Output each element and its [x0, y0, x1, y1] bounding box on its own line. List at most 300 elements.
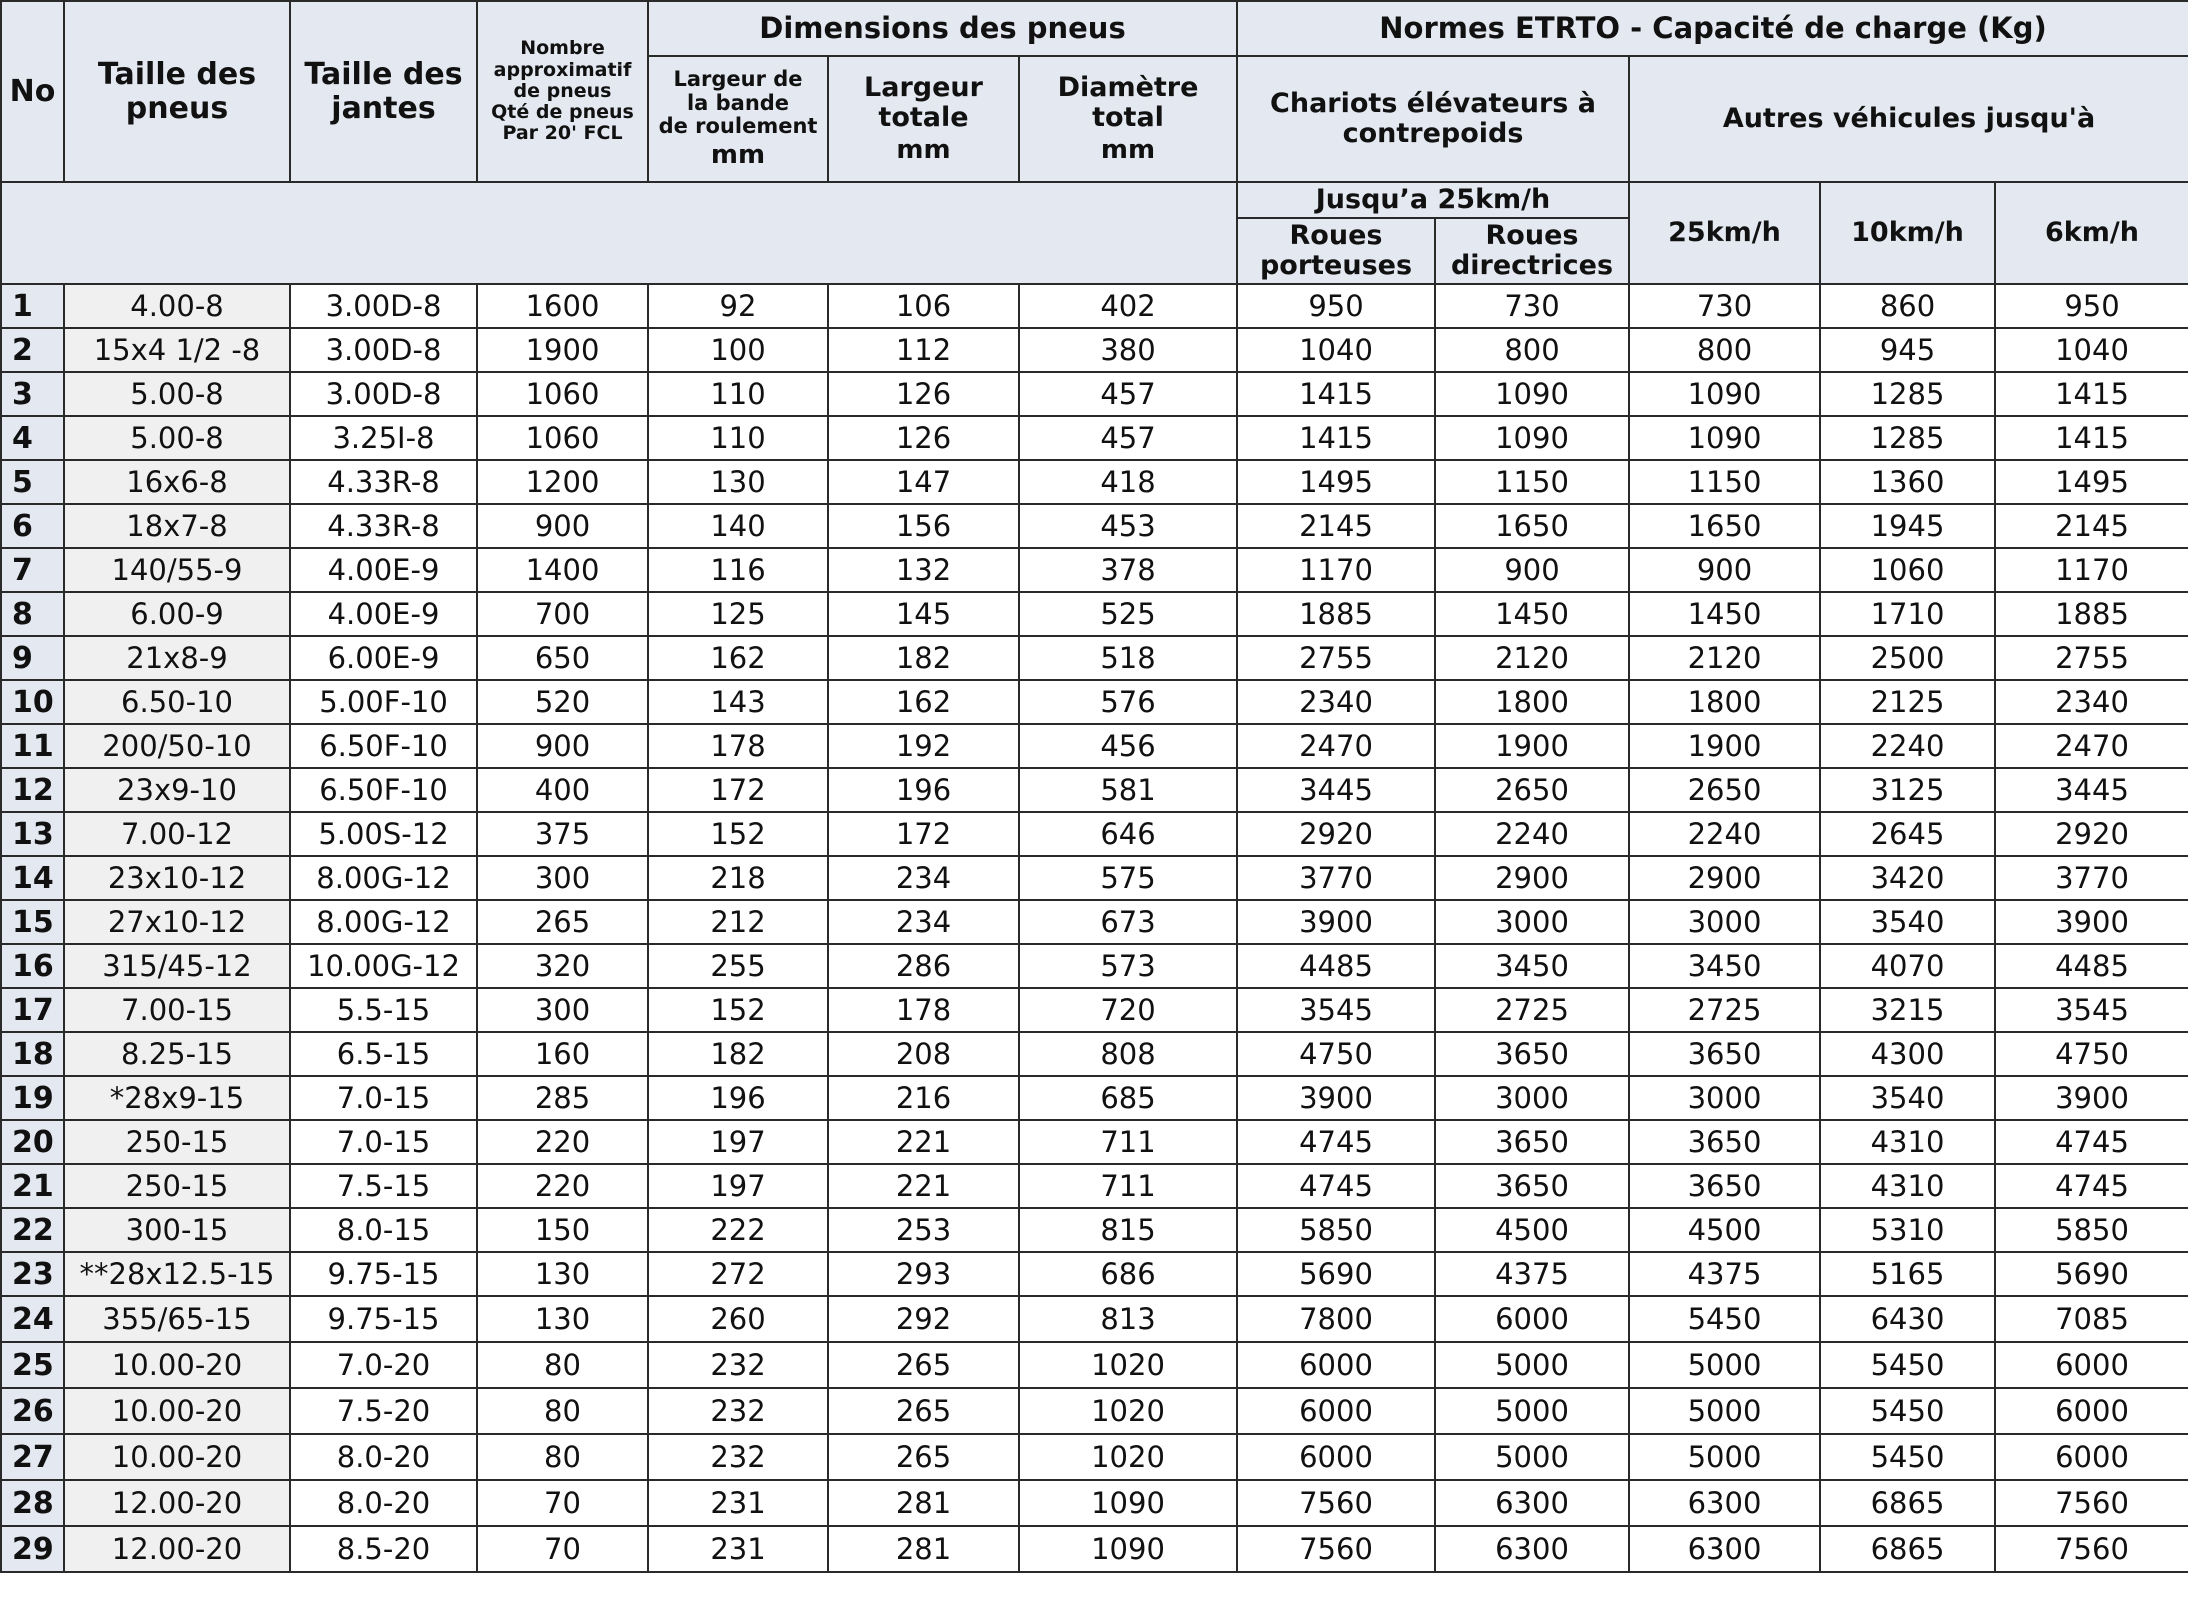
capacity-6kmh-cell: 7085	[1995, 1296, 2188, 1342]
load-wheels-capacity-cell: 1415	[1237, 372, 1435, 416]
table-row	[1, 548, 2188, 592]
load-wheels-capacity-cell: 4745	[1237, 1164, 1435, 1208]
tread-width-cell: 152	[648, 988, 828, 1032]
table-row	[1, 372, 2188, 416]
capacity-6kmh-cell: 950	[1995, 284, 2188, 328]
overall-width-cell: 178	[828, 988, 1019, 1032]
capacity-6kmh-cell: 4750	[1995, 1032, 2188, 1076]
row-number: 26	[1, 1388, 64, 1434]
tire-size-cell: 200/50-10	[64, 724, 290, 768]
capacity-6kmh-cell: 2145	[1995, 504, 2188, 548]
tread-width-cell: 231	[648, 1480, 828, 1526]
capacity-10kmh-cell: 6865	[1820, 1526, 1995, 1572]
row-number: 27	[1, 1434, 64, 1480]
steer-wheels-capacity-cell: 2725	[1435, 988, 1629, 1032]
qty-per-fcl-cell: 300	[477, 856, 648, 900]
qty-per-fcl-cell: 80	[477, 1342, 648, 1388]
rim-size-cell: 8.00G-12	[290, 856, 477, 900]
capacity-10kmh-cell: 2125	[1820, 680, 1995, 724]
load-wheels-capacity-cell: 950	[1237, 284, 1435, 328]
overall-width-cell: 265	[828, 1434, 1019, 1480]
capacity-10kmh-cell: 5165	[1820, 1252, 1995, 1296]
tire-size-cell: 10.00-20	[64, 1342, 290, 1388]
overall-diameter-cell: 378	[1019, 548, 1237, 592]
rim-size-cell: 7.5-20	[290, 1388, 477, 1434]
tread-width-cell: 100	[648, 328, 828, 372]
overall-diameter-cell: 453	[1019, 504, 1237, 548]
tire-size-cell: 12.00-20	[64, 1526, 290, 1572]
overall-width-cell: 221	[828, 1120, 1019, 1164]
row-number: 13	[1, 812, 64, 856]
tread-width-cell: 232	[648, 1342, 828, 1388]
header-up-to-25: Jusqu’a 25km/h	[1237, 182, 1629, 218]
steer-wheels-capacity-cell: 5000	[1435, 1342, 1629, 1388]
qty-per-fcl-cell: 80	[477, 1434, 648, 1480]
steer-wheels-capacity-cell: 1450	[1435, 592, 1629, 636]
header-tire-size: Taille des pneus	[64, 1, 290, 182]
capacity-10kmh-cell: 3215	[1820, 988, 1995, 1032]
overall-diameter-cell: 646	[1019, 812, 1237, 856]
steer-wheels-capacity-cell: 2240	[1435, 812, 1629, 856]
overall-diameter-cell: 581	[1019, 768, 1237, 812]
tread-width-cell: 143	[648, 680, 828, 724]
tire-size-cell: 10.00-20	[64, 1388, 290, 1434]
capacity-10kmh-cell: 1285	[1820, 372, 1995, 416]
steer-wheels-capacity-cell: 1900	[1435, 724, 1629, 768]
steer-wheels-capacity-cell: 2900	[1435, 856, 1629, 900]
row-number: 28	[1, 1480, 64, 1526]
load-wheels-capacity-cell: 6000	[1237, 1434, 1435, 1480]
tread-width-cell: 197	[648, 1164, 828, 1208]
rim-size-cell: 8.5-20	[290, 1526, 477, 1572]
capacity-6kmh-cell: 1170	[1995, 548, 2188, 592]
steer-wheels-capacity-cell: 4500	[1435, 1208, 1629, 1252]
load-wheels-capacity-cell: 2755	[1237, 636, 1435, 680]
tread-width-cell: 232	[648, 1434, 828, 1480]
row-number: 11	[1, 724, 64, 768]
overall-diameter-cell: 673	[1019, 900, 1237, 944]
load-wheels-capacity-cell: 1170	[1237, 548, 1435, 592]
table-row	[1, 1342, 2188, 1388]
capacity-25kmh-cell: 3000	[1629, 900, 1820, 944]
overall-diameter-cell: 418	[1019, 460, 1237, 504]
load-wheels-capacity-cell: 3545	[1237, 988, 1435, 1032]
overall-width-cell: 196	[828, 768, 1019, 812]
qty-per-fcl-cell: 1060	[477, 372, 648, 416]
overall-width-cell: 126	[828, 416, 1019, 460]
overall-width-cell: 281	[828, 1480, 1019, 1526]
header-qty-line3: de pneus	[513, 79, 612, 102]
tire-size-cell: 315/45-12	[64, 944, 290, 988]
tread-width-cell: 196	[648, 1076, 828, 1120]
capacity-25kmh-cell: 1450	[1629, 592, 1820, 636]
load-wheels-capacity-cell: 2920	[1237, 812, 1435, 856]
table-row	[1, 944, 2188, 988]
tread-width-cell: 178	[648, 724, 828, 768]
steer-wheels-capacity-cell: 900	[1435, 548, 1629, 592]
row-number: 22	[1, 1208, 64, 1252]
overall-width-cell: 156	[828, 504, 1019, 548]
overall-diameter-cell: 576	[1019, 680, 1237, 724]
tread-width-cell: 222	[648, 1208, 828, 1252]
tread-width-cell: 110	[648, 416, 828, 460]
capacity-10kmh-cell: 860	[1820, 284, 1995, 328]
steer-wheels-capacity-cell: 1090	[1435, 416, 1629, 460]
qty-per-fcl-cell: 265	[477, 900, 648, 944]
tread-width-cell: 272	[648, 1252, 828, 1296]
capacity-10kmh-cell: 3125	[1820, 768, 1995, 812]
rim-size-cell: 5.00S-12	[290, 812, 477, 856]
row-number: 5	[1, 460, 64, 504]
row-number: 1	[1, 284, 64, 328]
capacity-25kmh-cell: 3450	[1629, 944, 1820, 988]
row-number: 10	[1, 680, 64, 724]
qty-per-fcl-cell: 80	[477, 1388, 648, 1434]
overall-width-cell: 234	[828, 856, 1019, 900]
table-row	[1, 1296, 2188, 1342]
tread-width-cell: 116	[648, 548, 828, 592]
table-row	[1, 680, 2188, 724]
rim-size-cell: 3.00D-8	[290, 284, 477, 328]
row-number: 4	[1, 416, 64, 460]
tire-size-cell: 12.00-20	[64, 1480, 290, 1526]
steer-wheels-capacity-cell: 6300	[1435, 1480, 1629, 1526]
overall-diameter-cell: 457	[1019, 372, 1237, 416]
capacity-10kmh-cell: 2240	[1820, 724, 1995, 768]
load-wheels-capacity-cell: 2470	[1237, 724, 1435, 768]
overall-width-cell: 112	[828, 328, 1019, 372]
tire-size-cell: 300-15	[64, 1208, 290, 1252]
capacity-6kmh-cell: 1495	[1995, 460, 2188, 504]
tread-width-cell: 130	[648, 460, 828, 504]
header-qty-line2: approximatif	[493, 58, 632, 81]
table-row	[1, 1120, 2188, 1164]
qty-per-fcl-cell: 130	[477, 1296, 648, 1342]
rim-size-cell: 9.75-15	[290, 1252, 477, 1296]
capacity-6kmh-cell: 6000	[1995, 1434, 2188, 1480]
load-wheels-capacity-cell: 7560	[1237, 1480, 1435, 1526]
rim-size-cell: 8.00G-12	[290, 900, 477, 944]
header-etrto: Normes ETRTO - Capacité de charge (Kg)	[1237, 1, 2188, 56]
header-load-wheels: Roues porteuses	[1237, 218, 1435, 284]
overall-diameter-cell: 686	[1019, 1252, 1237, 1296]
load-wheels-capacity-cell: 3445	[1237, 768, 1435, 812]
capacity-25kmh-cell: 1650	[1629, 504, 1820, 548]
capacity-25kmh-cell: 2120	[1629, 636, 1820, 680]
qty-per-fcl-cell: 150	[477, 1208, 648, 1252]
capacity-25kmh-cell: 3650	[1629, 1164, 1820, 1208]
rim-size-cell: 8.0-20	[290, 1434, 477, 1480]
rim-size-cell: 8.0-20	[290, 1480, 477, 1526]
load-wheels-capacity-cell: 3900	[1237, 1076, 1435, 1120]
capacity-10kmh-cell: 6430	[1820, 1296, 1995, 1342]
capacity-10kmh-cell: 1060	[1820, 548, 1995, 592]
tire-size-cell: 8.25-15	[64, 1032, 290, 1076]
capacity-6kmh-cell: 1415	[1995, 416, 2188, 460]
qty-per-fcl-cell: 300	[477, 988, 648, 1032]
steer-wheels-capacity-cell: 5000	[1435, 1388, 1629, 1434]
header-qty-line4: Qté de pneus	[491, 101, 634, 124]
load-wheels-capacity-cell: 5850	[1237, 1208, 1435, 1252]
header-speed-25: 25km/h	[1629, 182, 1820, 284]
rim-size-cell: 4.33R-8	[290, 460, 477, 504]
row-number: 2	[1, 328, 64, 372]
tread-width-cell: 197	[648, 1120, 828, 1164]
capacity-25kmh-cell: 1900	[1629, 724, 1820, 768]
qty-per-fcl-cell: 160	[477, 1032, 648, 1076]
capacity-25kmh-cell: 5000	[1629, 1434, 1820, 1480]
capacity-25kmh-cell: 4375	[1629, 1252, 1820, 1296]
load-wheels-capacity-cell: 6000	[1237, 1342, 1435, 1388]
table-row	[1, 768, 2188, 812]
overall-width-cell: 216	[828, 1076, 1019, 1120]
header-tread-line1: Largeur de	[673, 67, 803, 92]
capacity-6kmh-cell: 3900	[1995, 900, 2188, 944]
capacity-6kmh-cell: 4745	[1995, 1120, 2188, 1164]
capacity-6kmh-cell: 2920	[1995, 812, 2188, 856]
row-number: 29	[1, 1526, 64, 1572]
table-row	[1, 812, 2188, 856]
header-width-unit: mm	[896, 134, 951, 165]
rim-size-cell: 4.00E-9	[290, 592, 477, 636]
table-row	[1, 1252, 2188, 1296]
capacity-6kmh-cell: 2340	[1995, 680, 2188, 724]
header-tread-unit: mm	[710, 139, 766, 170]
row-number: 8	[1, 592, 64, 636]
load-wheels-capacity-cell: 4485	[1237, 944, 1435, 988]
capacity-6kmh-cell: 1040	[1995, 328, 2188, 372]
load-wheels-capacity-cell: 3770	[1237, 856, 1435, 900]
steer-wheels-capacity-cell: 3650	[1435, 1164, 1629, 1208]
row-number: 14	[1, 856, 64, 900]
capacity-6kmh-cell: 7560	[1995, 1480, 2188, 1526]
overall-diameter-cell: 711	[1019, 1164, 1237, 1208]
capacity-25kmh-cell: 3000	[1629, 1076, 1820, 1120]
steer-wheels-capacity-cell: 6300	[1435, 1526, 1629, 1572]
capacity-10kmh-cell: 1360	[1820, 460, 1995, 504]
tread-width-cell: 255	[648, 944, 828, 988]
overall-diameter-cell: 1020	[1019, 1342, 1237, 1388]
steer-wheels-capacity-cell: 2120	[1435, 636, 1629, 680]
overall-diameter-cell: 813	[1019, 1296, 1237, 1342]
tread-width-cell: 125	[648, 592, 828, 636]
row-number: 18	[1, 1032, 64, 1076]
capacity-25kmh-cell: 6300	[1629, 1480, 1820, 1526]
overall-width-cell: 182	[828, 636, 1019, 680]
overall-width-cell: 234	[828, 900, 1019, 944]
header-tread-line2: la bande	[686, 90, 790, 115]
load-wheels-capacity-cell: 1040	[1237, 328, 1435, 372]
overall-width-cell: 145	[828, 592, 1019, 636]
overall-width-cell: 286	[828, 944, 1019, 988]
overall-diameter-cell: 525	[1019, 592, 1237, 636]
capacity-25kmh-cell: 2240	[1629, 812, 1820, 856]
tire-size-cell: 15x4 1/2 -8	[64, 328, 290, 372]
table-row	[1, 636, 2188, 680]
row-number: 19	[1, 1076, 64, 1120]
steer-wheels-capacity-cell: 3000	[1435, 1076, 1629, 1120]
table-row	[1, 504, 2188, 548]
tire-size-cell: 6.00-9	[64, 592, 290, 636]
tire-size-cell: 18x7-8	[64, 504, 290, 548]
tire-size-cell: 5.00-8	[64, 416, 290, 460]
rim-size-cell: 7.0-20	[290, 1342, 477, 1388]
capacity-25kmh-cell: 2900	[1629, 856, 1820, 900]
load-wheels-capacity-cell: 4750	[1237, 1032, 1435, 1076]
capacity-25kmh-cell: 5000	[1629, 1342, 1820, 1388]
header-qty-line1: Nombre	[520, 37, 605, 60]
load-wheels-capacity-cell: 3900	[1237, 900, 1435, 944]
table-row	[1, 1208, 2188, 1252]
capacity-6kmh-cell: 6000	[1995, 1388, 2188, 1434]
row-number: 20	[1, 1120, 64, 1164]
rim-size-cell: 9.75-15	[290, 1296, 477, 1342]
steer-wheels-capacity-cell: 1150	[1435, 460, 1629, 504]
table-row	[1, 1480, 2188, 1526]
capacity-25kmh-cell: 6300	[1629, 1526, 1820, 1572]
capacity-25kmh-cell: 1090	[1629, 372, 1820, 416]
overall-diameter-cell: 815	[1019, 1208, 1237, 1252]
capacity-6kmh-cell: 1885	[1995, 592, 2188, 636]
capacity-10kmh-cell: 5450	[1820, 1342, 1995, 1388]
qty-per-fcl-cell: 1400	[477, 548, 648, 592]
table-row	[1, 1032, 2188, 1076]
tire-size-cell: 355/65-15	[64, 1296, 290, 1342]
load-wheels-capacity-cell: 4745	[1237, 1120, 1435, 1164]
overall-diameter-cell: 1090	[1019, 1480, 1237, 1526]
qty-per-fcl-cell: 520	[477, 680, 648, 724]
overall-width-cell: 293	[828, 1252, 1019, 1296]
overall-diameter-cell: 402	[1019, 284, 1237, 328]
qty-per-fcl-cell: 70	[477, 1526, 648, 1572]
capacity-6kmh-cell: 3545	[1995, 988, 2188, 1032]
tire-size-cell: 4.00-8	[64, 284, 290, 328]
capacity-25kmh-cell: 1090	[1629, 416, 1820, 460]
tread-width-cell: 162	[648, 636, 828, 680]
capacity-10kmh-cell: 4310	[1820, 1164, 1995, 1208]
header-speed-6: 6km/h	[1995, 182, 2188, 284]
capacity-6kmh-cell: 5690	[1995, 1252, 2188, 1296]
capacity-10kmh-cell: 2645	[1820, 812, 1995, 856]
header-overall-diameter	[1019, 56, 1237, 182]
qty-per-fcl-cell: 220	[477, 1120, 648, 1164]
table-row	[1, 1388, 2188, 1434]
load-wheels-capacity-cell: 2340	[1237, 680, 1435, 724]
table-row	[1, 416, 2188, 460]
tire-size-cell: 250-15	[64, 1164, 290, 1208]
capacity-6kmh-cell: 7560	[1995, 1526, 2188, 1572]
overall-diameter-cell: 685	[1019, 1076, 1237, 1120]
qty-per-fcl-cell: 900	[477, 504, 648, 548]
table-row	[1, 1076, 2188, 1120]
load-wheels-capacity-cell: 7560	[1237, 1526, 1435, 1572]
row-number: 12	[1, 768, 64, 812]
rim-size-cell: 8.0-15	[290, 1208, 477, 1252]
tire-size-cell: 250-15	[64, 1120, 290, 1164]
header-qty-line5: Par 20' FCL	[502, 122, 623, 145]
capacity-10kmh-cell: 2500	[1820, 636, 1995, 680]
table-row	[1, 592, 2188, 636]
header-forklift: Chariots élévateurs à contrepoids	[1237, 56, 1629, 182]
tire-size-cell: *28x9-15	[64, 1076, 290, 1120]
row-number: 16	[1, 944, 64, 988]
rim-size-cell: 7.5-15	[290, 1164, 477, 1208]
qty-per-fcl-cell: 1200	[477, 460, 648, 504]
rim-size-cell: 5.00F-10	[290, 680, 477, 724]
tread-width-cell: 92	[648, 284, 828, 328]
capacity-10kmh-cell: 3420	[1820, 856, 1995, 900]
qty-per-fcl-cell: 900	[477, 724, 648, 768]
tread-width-cell: 231	[648, 1526, 828, 1572]
capacity-25kmh-cell: 3650	[1629, 1032, 1820, 1076]
rim-size-cell: 3.25I-8	[290, 416, 477, 460]
steer-wheels-capacity-cell: 4375	[1435, 1252, 1629, 1296]
capacity-10kmh-cell: 5450	[1820, 1388, 1995, 1434]
overall-width-cell: 192	[828, 724, 1019, 768]
capacity-6kmh-cell: 4745	[1995, 1164, 2188, 1208]
qty-per-fcl-cell: 1600	[477, 284, 648, 328]
header-diameter-unit: mm	[1100, 134, 1156, 165]
load-wheels-capacity-cell: 7800	[1237, 1296, 1435, 1342]
capacity-25kmh-cell: 1150	[1629, 460, 1820, 504]
capacity-10kmh-cell: 4070	[1820, 944, 1995, 988]
tire-size-cell: 7.00-15	[64, 988, 290, 1032]
capacity-10kmh-cell: 1285	[1820, 416, 1995, 460]
load-wheels-capacity-cell: 1495	[1237, 460, 1435, 504]
tread-width-cell: 172	[648, 768, 828, 812]
header-width-label: Largeur totale	[864, 72, 983, 134]
overall-diameter-cell: 457	[1019, 416, 1237, 460]
capacity-10kmh-cell: 5450	[1820, 1434, 1995, 1480]
capacity-10kmh-cell: 5310	[1820, 1208, 1995, 1252]
capacity-25kmh-cell: 730	[1629, 284, 1820, 328]
rim-size-cell: 6.50F-10	[290, 724, 477, 768]
load-wheels-capacity-cell: 5690	[1237, 1252, 1435, 1296]
rim-size-cell: 5.5-15	[290, 988, 477, 1032]
capacity-10kmh-cell: 4310	[1820, 1120, 1995, 1164]
qty-per-fcl-cell: 320	[477, 944, 648, 988]
steer-wheels-capacity-cell: 5000	[1435, 1434, 1629, 1480]
overall-diameter-cell: 1090	[1019, 1526, 1237, 1572]
overall-diameter-cell: 711	[1019, 1120, 1237, 1164]
capacity-6kmh-cell: 3770	[1995, 856, 2188, 900]
capacity-10kmh-cell: 945	[1820, 328, 1995, 372]
capacity-25kmh-cell: 5000	[1629, 1388, 1820, 1434]
rim-size-cell: 6.5-15	[290, 1032, 477, 1076]
tire-size-cell: 23x9-10	[64, 768, 290, 812]
load-wheels-capacity-cell: 1885	[1237, 592, 1435, 636]
overall-width-cell: 126	[828, 372, 1019, 416]
steer-wheels-capacity-cell: 730	[1435, 284, 1629, 328]
qty-per-fcl-cell: 700	[477, 592, 648, 636]
steer-wheels-capacity-cell: 6000	[1435, 1296, 1629, 1342]
load-wheels-capacity-cell: 6000	[1237, 1388, 1435, 1434]
table-row	[1, 988, 2188, 1032]
table-row	[1, 460, 2188, 504]
overall-width-cell: 265	[828, 1342, 1019, 1388]
overall-diameter-cell: 573	[1019, 944, 1237, 988]
header-steer-wheels: Roues directrices	[1435, 218, 1629, 284]
table-row	[1, 1164, 2188, 1208]
capacity-10kmh-cell: 6865	[1820, 1480, 1995, 1526]
overall-width-cell: 106	[828, 284, 1019, 328]
qty-per-fcl-cell: 285	[477, 1076, 648, 1120]
capacity-25kmh-cell: 2725	[1629, 988, 1820, 1032]
rim-size-cell: 10.00G-12	[290, 944, 477, 988]
capacity-25kmh-cell: 800	[1629, 328, 1820, 372]
capacity-6kmh-cell: 6000	[1995, 1342, 2188, 1388]
overall-width-cell: 281	[828, 1526, 1019, 1572]
